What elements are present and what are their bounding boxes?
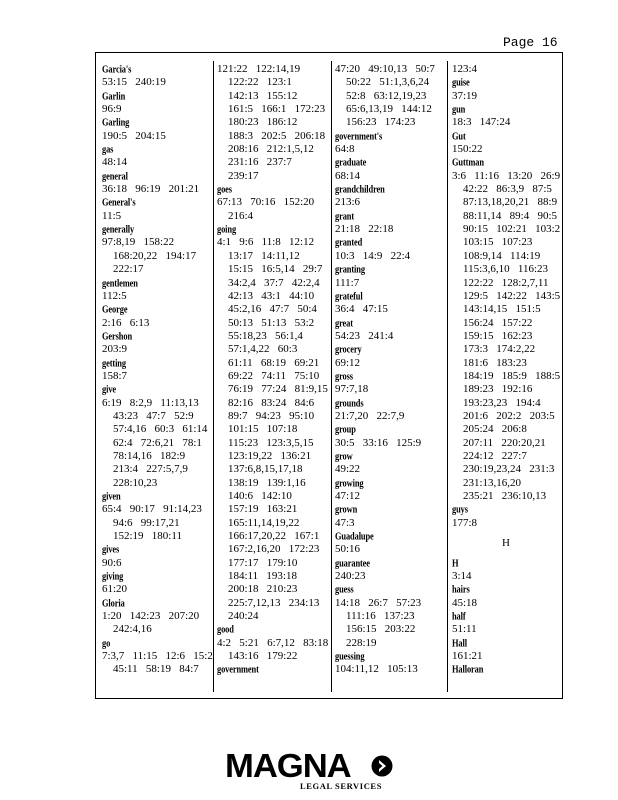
page-line-reference: 161:5 166:1 172:23 [228,103,326,116]
page-line-reference: 67:13 70:16 152:20 [217,196,315,209]
page-line-reference: 213:6 [335,196,361,209]
page-line-reference: 90:15 102:21 103:2 [463,223,560,236]
index-term: government [217,664,259,676]
page-line-reference: 21:7,20 22:7,9 [335,409,405,422]
index-entry [452,103,560,130]
index-entry [335,263,447,290]
page-line-reference: 156:15 203:22 [346,623,416,636]
page-line-reference: 184:19 185:9 188:5 [463,369,560,382]
index-entry [335,397,447,424]
index-entry [335,130,447,157]
page-line-reference: 15:15 16:5,14 29:7 [228,263,323,276]
index-entry [335,63,447,130]
page-line-reference: 3:14 [452,570,472,583]
page-line-reference: 228:19 [346,636,377,649]
index-term: grandchildren [335,184,385,195]
page-line-reference: 14:18 26:7 57:23 [335,596,422,609]
page-line-reference: 53:15 240:19 [102,76,166,89]
page-line-reference: 49:22 [335,463,361,476]
index-entry [452,130,560,157]
index-entry [102,597,214,637]
index-entry [102,637,214,677]
page-line-reference: 207:11 220:20,21 [463,436,546,449]
page-line-reference: 235:21 236:10,13 [463,490,547,502]
index-term: guess [335,584,354,596]
page-line-reference: 159:15 162:23 [463,329,533,342]
page-line-reference: 36:4 47:15 [335,303,388,316]
page-line-reference: 3:6 11:16 13:20 26:9 [452,169,560,182]
index-entry [452,610,560,637]
page-line-reference: 177:17 179:10 [228,556,298,569]
logo-subtitle: LEGAL SERVICES [300,781,383,791]
page-label: Page 16 [503,35,558,50]
page-line-reference: 228:10,23 [113,476,158,489]
index-entry [102,570,214,597]
page-line-reference: 89:7 94:23 95:10 [228,409,315,422]
index-term: half [452,611,466,622]
index-term: gross [335,370,353,382]
index-term: guise [452,77,470,89]
index-term: Halloran [452,664,484,676]
index-term: gives [102,544,120,556]
page-line-reference: 4:1 9:6 11:8 12:12 [217,236,315,249]
index-term: Hall [452,637,467,649]
page-line-reference: 61:11 68:19 69:21 [228,356,320,369]
index-term: guessing [335,651,365,662]
index-term: George [102,304,128,316]
index-term: great [335,317,353,329]
page-line-reference: 34:2,4 37:7 42:2,4 [228,276,320,289]
index-term: Guttman [452,157,484,169]
index-entry [102,196,214,223]
index-entry [102,223,214,276]
page-line-reference: 42:22 86:3,9 87:5 [463,183,552,196]
page-line-reference: 122:22 123:1 [228,76,292,89]
index-entry [102,277,214,304]
page-line-reference: 123:4 [452,63,478,75]
index-term: growing [335,477,364,489]
page-line-reference: 6:19 8:2,9 11:13,13 [102,396,199,409]
page-line-reference: 96:9 [102,103,122,116]
index-term: government's [335,130,383,142]
index-term: gun [452,104,466,115]
page-line-reference: 50:16 [335,543,361,556]
page-line-reference: 103:15 107:23 [463,236,533,249]
page-line-reference: 1:20 142:23 207:20 [102,610,200,623]
page-line-reference: 65:4 90:17 91:14,23 [102,503,202,516]
page-line-reference: 64:8 [335,143,355,156]
page-line-reference: 122:22 128:2,7,11 [463,276,549,289]
page-line-reference: 101:15 107:18 [228,423,298,436]
page-line-reference: 50:22 51:1,3,6,24 [346,76,430,89]
index-term: Gershon [102,330,133,342]
index-term: grateful [335,290,363,302]
page-line-reference: 167:2,16,20 172:23 [228,543,320,556]
index-term: Gut [452,130,466,142]
page-line-reference: 190:5 204:15 [102,129,166,142]
page-line-reference: 13:17 14:11,12 [228,249,300,262]
index-entry [335,156,447,183]
page-line-reference: 111:16 137:23 [346,610,415,623]
page-line-reference: 165:11,14,19,22 [228,516,300,529]
page-line-reference: 57:1,4,22 60:3 [228,343,298,356]
index-term: grow [335,451,353,462]
page-line-reference: 7:3,7 11:15 12:6 15:2 [102,650,213,663]
page-line-reference: 87:13,18,20,21 88:9 [463,196,558,209]
page-line-reference: 10:3 14:9 22:4 [335,249,411,262]
index-entry [335,370,447,397]
page-line-reference: 50:13 51:13 53:2 [228,316,315,329]
index-entry [452,557,560,584]
index-term: Garcia's [102,64,132,75]
index-column-3 [335,63,447,696]
page-line-reference: 76:19 77:24 81:9,15 [228,383,328,396]
page-line-reference: 43:23 47:7 52:9 [113,409,194,422]
index-entry [102,116,214,143]
page-line-reference: 69:12 [335,356,361,369]
index-term: giving [102,571,124,582]
index-term: grant [335,210,355,222]
index-entry [102,330,214,357]
page-line-reference: 213:4 227:5,7,9 [113,463,188,476]
page-line-reference: 45:18 [452,596,478,609]
page-line-reference: 173:3 174:2,22 [463,343,536,356]
page-line-reference: 108:9,14 114:19 [463,249,541,262]
index-entry [217,223,331,623]
page-line-reference: 54:23 241:4 [335,329,394,342]
page-line-reference: 180:23 186:12 [228,116,298,129]
page-line-reference: 177:8 [452,516,478,529]
page-line-reference: 115:23 123:3,5,15 [228,436,314,449]
page-line-reference: 36:18 96:19 201:21 [102,183,200,196]
page-line-reference: 138:19 139:1,16 [228,476,306,489]
page-line-reference: 222:17 [113,263,144,276]
index-entry [335,530,447,557]
page-line-reference: 45:2,16 47:7 50:4 [228,303,317,316]
index-term: grocery [335,344,362,356]
page-line-reference: 115:3,6,10 116:23 [463,263,549,276]
index-entry [102,143,214,170]
page-line-reference: 231:13,16,20 [463,476,522,489]
index-term: getting [102,357,126,369]
page-line-reference: 30:5 33:16 125:9 [335,436,422,449]
page-line-reference: 230:19,23,24 231:3 [463,463,555,476]
index-entry [102,383,214,490]
page-line-reference: 21:18 22:18 [335,223,394,236]
index-entry [452,76,560,103]
index-column-4 [452,63,560,696]
page-line-reference: 62:4 72:6,21 78:1 [113,436,202,449]
index-entry [335,557,447,584]
page-line-reference: 140:6 142:10 [228,490,292,502]
magna-logo [225,748,400,792]
page-line-reference: 47:12 [335,490,361,502]
index-term: grown [335,504,358,516]
index-entry [102,357,214,384]
index-entry [335,317,447,344]
page-line-reference: 123:19,22 136:21 [228,449,312,462]
page-line-reference: 11:5 [102,209,122,222]
index-term: give [102,384,117,396]
page-line-reference: 82:16 83:24 84:6 [228,396,315,409]
page-line-reference: 104:11,12 105:13 [335,663,418,676]
page-line-reference: 42:13 43:1 44:10 [228,289,315,302]
index-term: gas [102,144,114,155]
page-line-reference: 78:14,16 182:9 [113,449,186,462]
index-entry [335,343,447,370]
page-line-reference: 47:20 49:10,13 50:7 [335,63,435,75]
page-line-reference: 55:18,23 56:1,4 [228,329,303,342]
index-frame [95,52,563,699]
page-line-reference: 51:11 [452,623,477,636]
page-line-reference: 150:22 [452,143,483,156]
index-entry [335,583,447,650]
page-line-reference: 47:3 [335,516,355,529]
page-line-reference: 208:16 212:1,5,12 [228,143,314,156]
page-line-reference: 242:4,16 [113,623,152,636]
index-term: grounds [335,397,364,409]
index-entry [335,210,447,237]
page-line-reference: 205:24 206:8 [463,423,527,436]
page-line-reference: 240:24 [228,610,259,623]
index-entry [335,477,447,504]
page-line-reference: 88:11,14 89:4 90:5 [463,209,558,222]
index-entry [452,503,560,530]
index-entry [452,583,560,610]
index-term: gentlemen [102,277,138,289]
page-line-reference: 111:7 [335,276,360,289]
index-entry [102,543,214,570]
page-line-reference: 69:22 74:11 75:10 [228,369,320,382]
page-line-reference: 168:20,22 194:17 [113,249,197,262]
arrow-circle-icon [371,755,393,777]
page-line-reference: 57:4,16 60:3 61:14 [113,423,208,436]
page-line-reference: 184:11 193:18 [228,570,297,583]
page-line-reference: 225:7,12,13 234:13 [228,596,320,609]
index-entry [452,637,560,664]
index-entry [335,650,447,677]
index-term: goes [217,184,232,195]
page-line-reference: 188:3 202:5 206:18 [228,129,326,142]
index-entry [335,236,447,263]
page-line-reference: 18:3 147:24 [452,116,511,129]
index-entry [335,503,447,530]
index-term: general [102,170,128,182]
index-term: Guadalupe [335,531,374,542]
page-line-reference: 231:16 237:7 [228,156,292,169]
page-line-reference: 61:20 [102,583,128,596]
column-divider [331,61,332,692]
index-entry [102,490,214,543]
index-term: guarantee [335,557,370,569]
page-line-reference: 143:14,15 151:5 [463,303,541,316]
index-entry [217,183,331,223]
index-entry [217,63,331,183]
page-line-reference: 52:8 63:12,19,23 [346,89,427,102]
page-line-reference: 143:16 179:22 [228,650,298,663]
page-line-reference: 2:16 6:13 [102,316,150,329]
page-line-reference: 181:6 183:23 [463,356,527,369]
index-term: given [102,491,121,502]
index-term: Gloria [102,597,125,609]
index-term: going [217,224,237,235]
page-line-reference: 152:19 180:11 [113,530,182,543]
page-line-reference: 137:6,8,15,17,18 [228,463,303,476]
page-line-reference: 239:17 [228,169,259,182]
page-line-reference: 121:22 122:14,19 [217,63,301,75]
index-term: group [335,424,356,436]
index-term: generally [102,224,135,235]
index-term: General's [102,197,136,209]
logo-wordmark: MAGNA [225,747,351,784]
index-term: go [102,637,111,649]
index-term: Garlin [102,90,126,102]
page-line-reference: 200:18 210:23 [228,583,298,596]
page-line-reference: 161:21 [452,650,483,663]
index-entry [102,90,214,117]
page-line-reference: 129:5 142:22 143:5 [463,289,560,302]
page-line-reference: 142:13 155:12 [228,89,298,102]
page-line-reference: 158:7 [102,369,128,382]
page-line-reference: 97:8,19 158:22 [102,236,175,249]
page-line-reference: 157:19 163:21 [228,503,298,516]
index-term: graduate [335,157,367,169]
page-line-reference: 112:5 [102,289,127,302]
index-entry [335,423,447,450]
page-line-reference: 97:7,18 [335,383,369,396]
page-line-reference: 201:6 202:2 203:5 [463,409,555,422]
page-line-reference: 166:17,20,22 167:1 [228,530,320,543]
column-divider [447,61,448,692]
page-line-reference: 224:12 227:7 [463,449,527,462]
section-heading: H [502,537,510,550]
page-line-reference: 68:14 [335,169,361,182]
index-entry [217,623,331,663]
page-line-reference: 156:24 157:22 [463,316,533,329]
page-line-reference: 216:4 [228,209,254,222]
index-term: Garling [102,117,130,129]
page-line-reference: 65:6,13,19 144:12 [346,103,432,116]
page-line-reference: 48:14 [102,156,128,169]
index-term: granted [335,237,363,249]
index-column-2 [217,63,331,696]
index-column-1 [102,63,214,696]
index-entry [102,63,214,90]
index-entry [335,290,447,317]
index-term: granting [335,264,365,276]
page-line-reference: 240:23 [335,570,366,583]
index-term: good [217,624,234,636]
page-line-reference: 37:19 [452,89,478,102]
page-line-reference: 90:6 [102,556,122,569]
index-entry [102,170,214,197]
page-line-reference: 4:2 5:21 6:7,12 83:18 [217,636,329,649]
index-entry [452,663,560,676]
page-line-reference: 156:23 174:23 [346,116,416,129]
index-term: hairs [452,584,470,596]
index-term: H [452,557,459,569]
index-entry [335,450,447,477]
index-entry [335,183,447,210]
page-line-reference: 189:23 192:16 [463,383,533,396]
column-divider [213,61,214,692]
index-term: guys [452,504,468,516]
page-line-reference: 45:11 58:19 84:7 [113,663,199,676]
index-entry [452,156,560,503]
page-line-reference: 94:6 99:17,21 [113,516,180,529]
page-line-reference: 193:23,23 194:4 [463,396,541,409]
index-entry [217,663,331,676]
page-line-reference: 203:9 [102,343,128,356]
index-entry [102,303,214,330]
